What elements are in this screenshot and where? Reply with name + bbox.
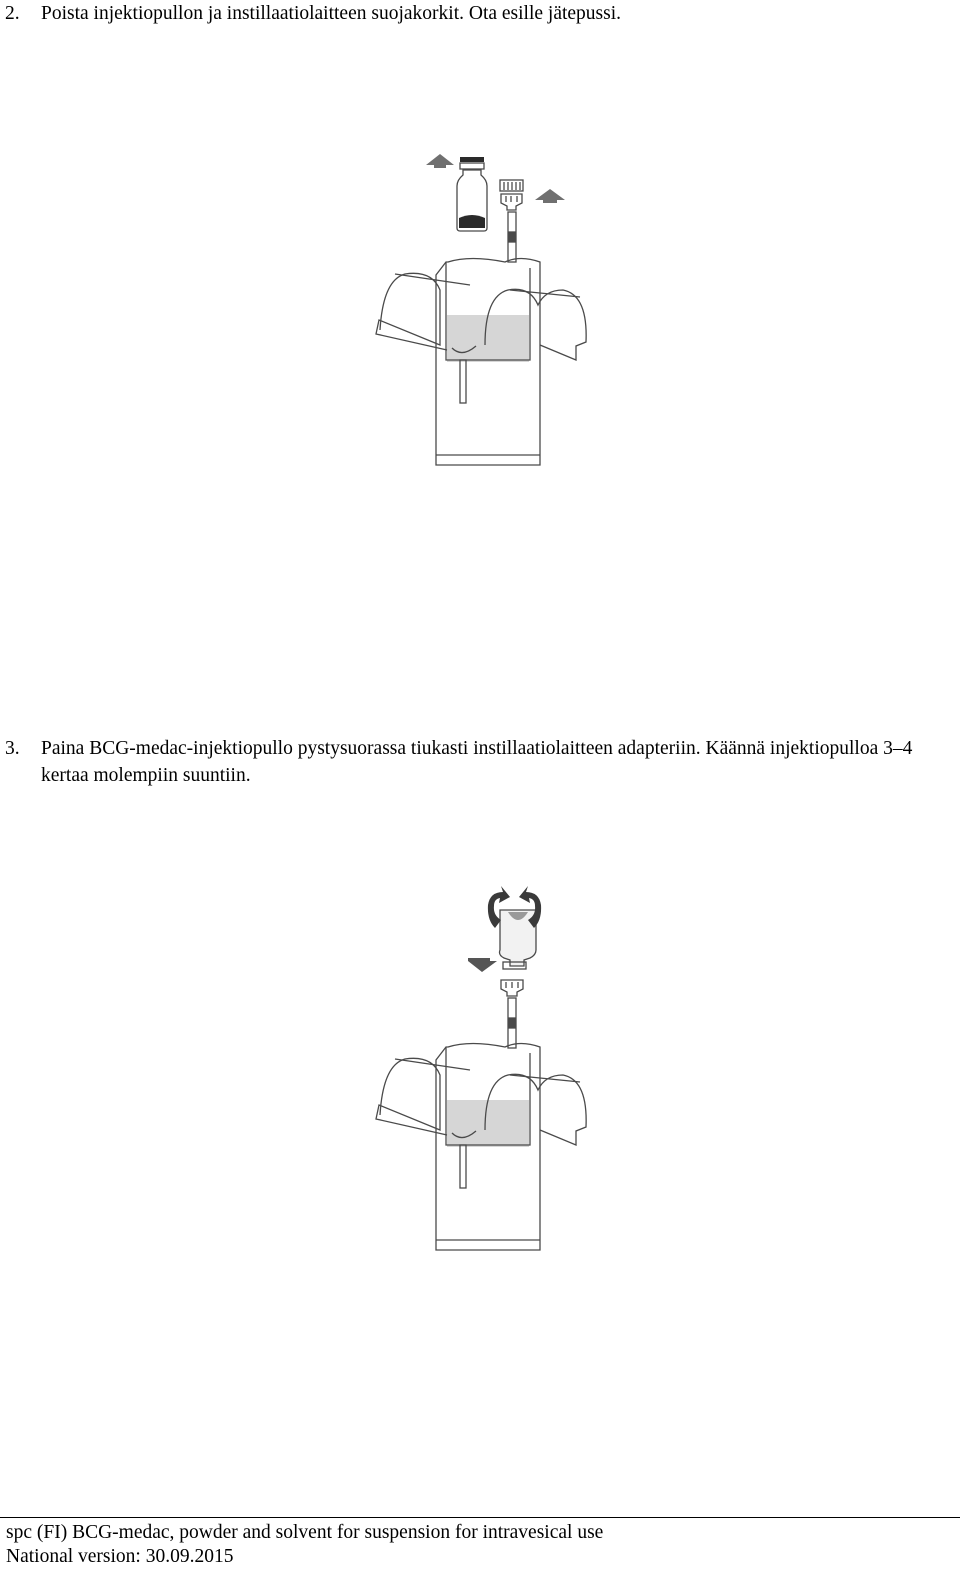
- liquid: [447, 315, 529, 362]
- figure-attach-vial: [360, 885, 600, 1255]
- vial-cap: [460, 157, 484, 162]
- footer-divider: [0, 1517, 960, 1518]
- arrow-up-icon: [426, 154, 454, 168]
- footer-product-line: spc (FI) BCG-medac, powder and solvent for suspension for intravesical use: [6, 1522, 604, 1543]
- liquid: [447, 1100, 529, 1147]
- figure-remove-caps: [360, 150, 600, 470]
- arrow-down-icon: [468, 958, 497, 972]
- vial-powder: [459, 215, 485, 228]
- step-number: 3.: [5, 738, 20, 759]
- step-text: Paina BCG-medac-injektiopullo pystysuorassa tiukasti instillaatiolaitteen adapteriin. Käännä injektiopulloa 3–4 kertaa molempiin suuntiin.: [41, 738, 913, 786]
- step-text: Poista injektiopullon ja instillaatiolaitteen suojakorkit. Ota esille jätepussi.: [41, 3, 622, 24]
- footer-version-line: National version: 30.09.2015: [6, 1546, 234, 1567]
- step-number: 2.: [5, 3, 20, 24]
- arrow-up-icon: [535, 189, 565, 203]
